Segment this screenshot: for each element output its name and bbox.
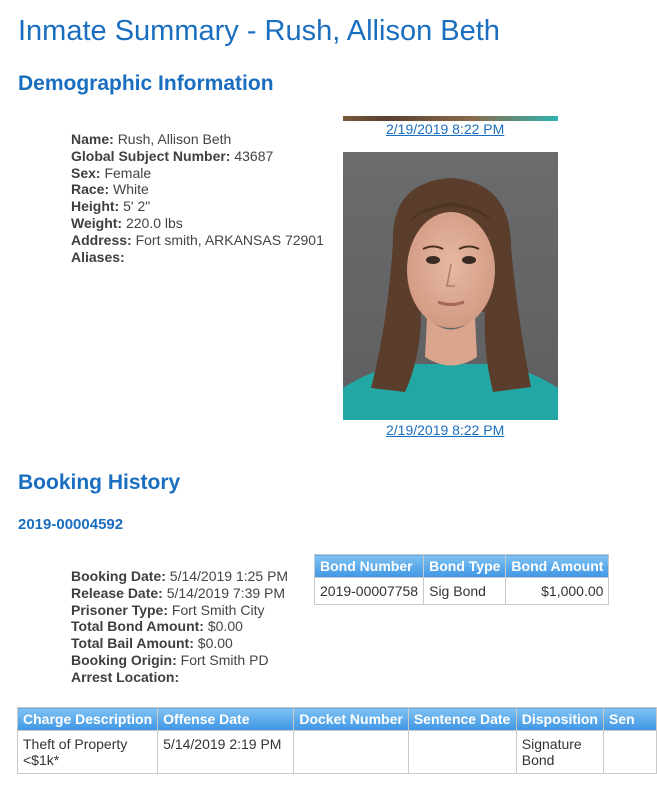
page-title: Inmate Summary - Rush, Allison Beth — [18, 15, 500, 47]
booking-date-row: Booking Date: 5/14/2019 1:25 PM — [71, 568, 289, 584]
name-row: Name: Rush, Allison Beth — [71, 131, 232, 147]
table-row — [18, 731, 657, 774]
demographic-heading: Demographic Information — [18, 72, 274, 95]
sentence-column[interactable]: Sen — [604, 708, 657, 731]
table-row — [315, 578, 609, 605]
docket-number-cell — [294, 731, 408, 774]
global-subject-number-row: Global Subject Number: 43687 — [71, 147, 274, 164]
sex-row: Sex: Female — [71, 164, 152, 181]
bond-table — [314, 554, 609, 605]
offense-date-cell: 5/14/2019 2:19 PM — [158, 731, 294, 774]
charge-table-container — [17, 707, 635, 782]
offense-date-column[interactable]: Offense Date — [158, 708, 294, 731]
sentence-date-column[interactable]: Sentence Date — [408, 708, 516, 731]
charge-description-cell: Theft of Property <$1k* — [18, 731, 158, 774]
address-row: Address: Fort smith, ARKANSAS 72901 — [71, 231, 324, 248]
booking-history-heading: Booking History — [18, 471, 181, 494]
charge-table — [17, 707, 657, 774]
release-date-row: Release Date: 5/14/2019 7:39 PM — [71, 584, 286, 601]
prisoner-type-row: Prisoner Type: Fort Smith City — [71, 601, 265, 618]
charge-table-header — [18, 708, 657, 731]
disposition-cell: Signature Bond — [516, 731, 603, 774]
docket-number-column[interactable]: Docket Number — [294, 708, 408, 731]
booking-number[interactable]: 2019-00004592 — [18, 516, 124, 533]
demographic-info — [71, 131, 324, 265]
photo-date-link-2[interactable]: 2/19/2019 8:22 PM — [386, 422, 505, 438]
weight-row: Weight: 220.0 lbs — [71, 214, 183, 231]
sentence-cell — [604, 731, 657, 774]
total-bail-amount-row: Total Bail Amount: $0.00 — [71, 635, 233, 652]
bond-number-column[interactable]: Bond Number — [315, 555, 424, 578]
bond-type-cell: Sig Bond — [424, 578, 506, 605]
mugshot-photo[interactable] — [343, 152, 558, 420]
bond-table-header — [315, 555, 609, 578]
arrest-location-row: Arrest Location: — [71, 668, 180, 685]
disposition-column[interactable]: Disposition — [516, 708, 603, 731]
booking-origin-row: Booking Origin: Fort Smith PD — [71, 651, 269, 668]
height-row: Height: 5' 2" — [71, 198, 151, 215]
total-bond-amount-row: Total Bond Amount: $0.00 — [71, 618, 243, 635]
mugshot-image — [343, 152, 558, 420]
aliases-row: Aliases: — [71, 248, 125, 265]
bond-amount-cell: $1,000.00 — [506, 578, 609, 605]
sentence-date-cell — [408, 731, 516, 774]
bond-amount-column[interactable]: Bond Amount — [506, 555, 609, 578]
bond-type-column[interactable]: Bond Type — [424, 555, 506, 578]
charge-description-column[interactable]: Charge Description — [18, 708, 158, 731]
photo-date-link-1[interactable]: 2/19/2019 8:22 PM — [386, 121, 505, 137]
booking-info — [71, 568, 288, 686]
race-row: Race: White — [71, 181, 149, 198]
bond-number-cell: 2019-00007758 — [315, 578, 424, 605]
